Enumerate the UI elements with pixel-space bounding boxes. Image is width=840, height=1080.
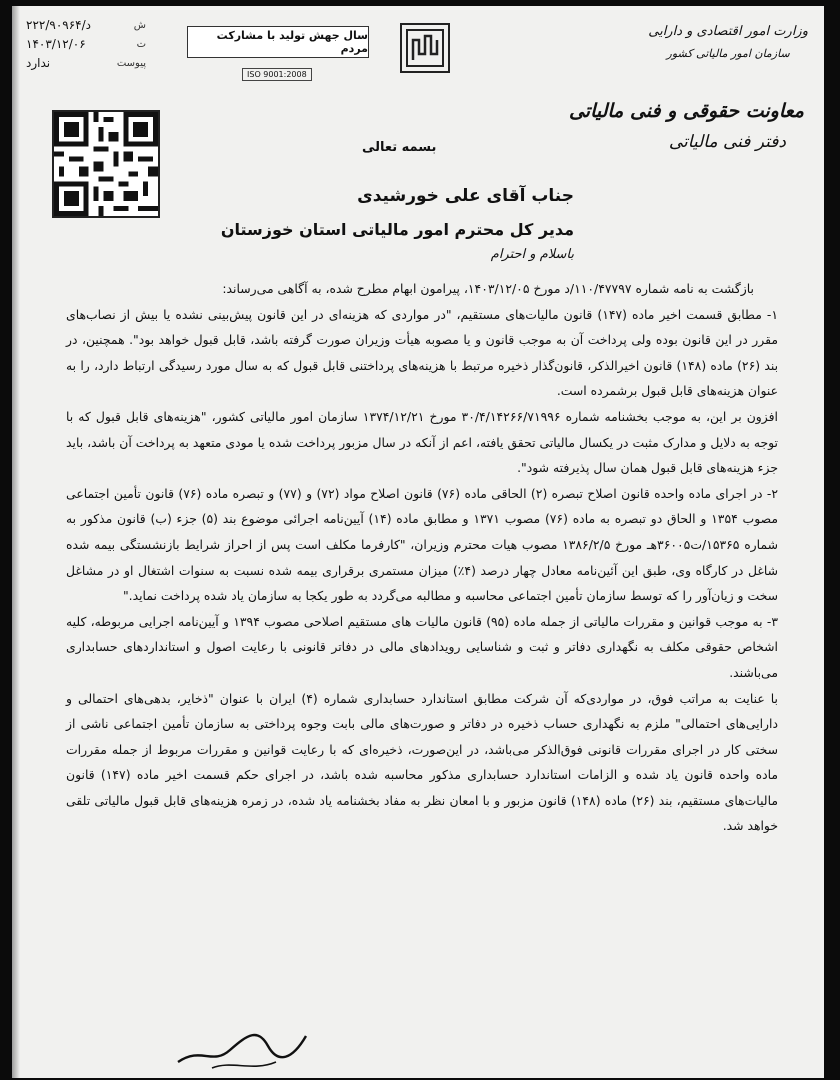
- attachment-value: ندارد: [26, 56, 51, 70]
- paragraph-1: ۱- مطابق قسمت اخیر ماده (۱۴۷) قانون مالیات‌های مستقیم، "در مواردی که هزینه‌ای در این قانون پیش‌بینی نشده یا بیش از نصاب‌های مقرر در این قانون بوده ولی پرداخت آن به موجب قانون و یا مصوبه هیأت وزیران صورت گرفته باشد، قابل قبول خواهد بود". همچنین، در بند (۲۶) ماده (۱۴۸) قانون اخیرالذکر، قانون‌گذار ذخیره مرتبط با هزینه‌های پرداختنی قابل قبول که به سال مورد رسیدگی ارتباط دارد، را به عنوان هزینه‌های قابل قبول برشمرده است.: [66, 306, 779, 399]
- letter-page: [12, 6, 824, 1078]
- qr-code-icon: [52, 110, 160, 218]
- letter-number-label: ش: [133, 20, 146, 31]
- intro-paragraph: بازگشت به نامه شماره ۱۱۰/۴۷۷۹۷/د مورخ ۱۴۰۳/۱۲/۰۵، پیرامون ابهام مطرح شده، به آگاهی می‌رساند:: [222, 281, 754, 296]
- reference-block: [26, 16, 146, 73]
- office-name: دفتر فنی مالیاتی: [668, 132, 786, 152]
- recipient-name: جناب آقای علی خورشیدی: [357, 186, 574, 206]
- ministry-header: [648, 24, 808, 60]
- iso-certification: ISO 9001:2008: [242, 68, 312, 81]
- deputy-name: معاونت حقوقی و فنی مالیاتی: [568, 100, 804, 122]
- letter-number-row: [26, 16, 146, 35]
- recipient-block: [221, 186, 574, 262]
- paragraph-4: ۳- به موجب قوانین و مقررات مالیاتی از جمله ماده (۹۵) قانون مالیات های مستقیم اصلاحی مصوب ۱۳۹۴ و آیین‌نامه اجرایی مربوطه، کلیه اشخاص حقوقی مکلف به نگهداری دفاتر و ثبت و شناسایی رویدادهای مالی در دفاتر قانونی با رعایت اصول و استانداردهای حسابداری می‌باشند.: [66, 613, 778, 680]
- department-header: [569, 100, 804, 152]
- paragraph-2: افزون بر این، به موجب بخشنامه شماره ۳۰/۴/۱۴۲۶۶/۷۱۹۹۶ مورخ ۱۳۷۴/۱۲/۲۱ سازمان امور مالیاتی کشور، "هزینه‌های قابل قبول که با توجه به دلایل و مدارک مثبت در یکسال مالیاتی تحقق یافته، اعم از آنکه در سال مزبور پرداخت شده یا مودی متعهد به پرداخت آن باشد، باید جزء هزینه‌های قابل قبول همان سال پذیرفته شود".: [66, 408, 778, 476]
- bismillah: بسمه تعالی: [362, 140, 437, 155]
- letter-date-label: ت: [136, 39, 146, 50]
- attachment-row: [26, 54, 146, 73]
- organization-emblem-icon: [397, 20, 453, 76]
- paragraph-5: با عنایت به مراتب فوق، در مواردی‌که آن شرکت مطابق استاندارد حسابداری شماره (۴) ایران با عنوان "ذخایر، بدهی‌های احتمالی و دارایی‌های احتمالی" ملزم به نگهداری حساب ذخیره در دفاتر و صورت‌های مالی بابت وجوه پرداختی به سازمان تأمین اجتماعی ناشی از سختی کار در اجرای مقررات قانونی فوق‌الذکر می‌باشد، در این‌صورت، ذخیره‌ای که با رعایت قوانین و مقررات مربوط از جمله مقررات ماده واحده قانون یاد شده و الزامات استاندارد حسابداری مذکور محاسبه شده باشد، در اجرای حکم قسمت اخیر ماده (۱۴۷) قانون مالیات‌های مستقیم، بند (۲۶) ماده (۱۴۸) قانون مزبور و با امعان نظر به مفاد بخشنامه یاد شده، در زمره هزینه‌های قابل قبول مالیاتی تلقی خواهد شد.: [66, 690, 778, 834]
- page-edge-shadow: [12, 6, 20, 1078]
- year-slogan-banner: سال جهش تولید با مشارکت مردم: [187, 26, 369, 58]
- ministry-name: وزارت امور اقتصادی و دارایی: [648, 24, 808, 39]
- organization-name: سازمان امور مالیاتی کشور: [666, 47, 790, 60]
- recipient-title: مدیر کل محترم امور مالیاتی استان خوزستان: [220, 220, 574, 239]
- attachment-label: پیوست: [116, 58, 146, 69]
- letter-number: ۲۲۲/۹۰۹۶۴/د: [26, 18, 91, 32]
- letter-date: ۱۴۰۳/۱۲/۰۶: [26, 37, 86, 51]
- paragraph-3: ۲- در اجرای ماده واحده قانون اصلاح تبصره (۲) الحاقی ماده (۷۶) قانون اصلاح مواد (۷۲) و (۷۷) و تبصره ماده (۷۶) قانون تأمین اجتماعی مصوب ۱۳۵۴ و الحاق دو تبصره به ماده (۷۶) مصوب ۱۳۷۱ و مطابق ماده (۱۴) آیین‌نامه اجرائی موضوع بند (۵) جزء (ب) قانون مذکور به شماره ۱۵۳۶۵/ت۳۶۰۰۵هـ مورخ ۱۳۸۶/۲/۵ مصوب هیات محترم وزیران، "کارفرما مکلف است پس از احراز شرایط بازنشستگی بیمه شده شاغل در کارگاه وی، طبق این آئین‌نامه معادل چهار درصد (۴٪) میزان مستمری برقراری بیمه شده نسبت به سنوات اشتغال او در مشاغل سخت و زیان‌آور را که توسط سازمان تأمین اجتماعی محاسبه و مطالبه می‌گردد به طور یکجا به سازمان یاد شده پرداخت نماید.": [66, 485, 778, 604]
- signature: [172, 1016, 312, 1074]
- greeting: باسلام و احترام: [490, 247, 574, 262]
- letter-body: [66, 276, 778, 839]
- letter-date-row: [26, 35, 146, 54]
